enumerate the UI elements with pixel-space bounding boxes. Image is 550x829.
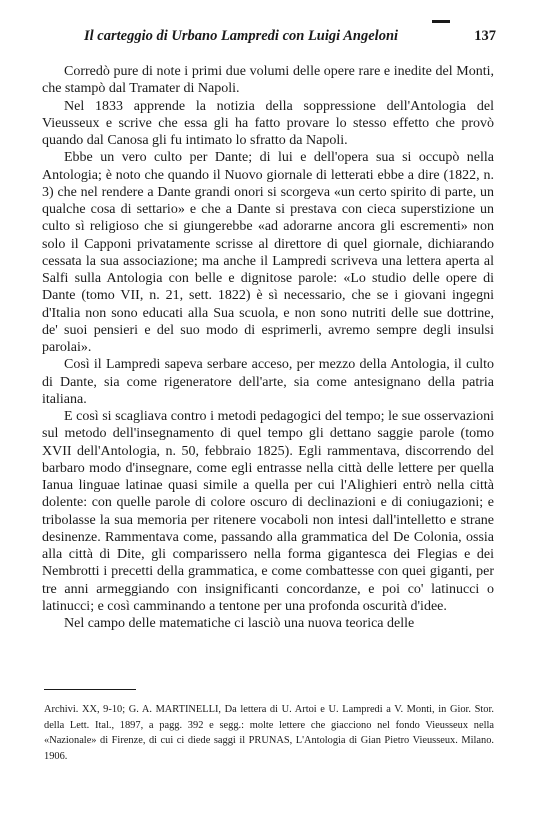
- footnote-rule: [44, 689, 136, 690]
- running-head-title: Il carteggio di Urbano Lampredi con Luigi Angeloni: [84, 28, 399, 44]
- footnote-text: Archivi. XX, 9-10; G. A. MARTINELLI, Da lettera di U. Artoi e U. Lampredi a V. Monti, in Gior. Stor. della Lett. Ital., 1897, a pagg. 392 e segg.: molte lettere che giacciono nel fondo Vieusseux nella «Nazionale» di Firenze, di cui ci diede saggi il PRUNAS, L'Antologia di Gian Pietro Vieusseux. Milano. 1906.: [44, 704, 494, 762]
- running-head: [84, 28, 496, 46]
- paragraph: Corredò pure di note i primi due volumi delle opere rare e inedite del Monti, che stampò dal Tramater di Napoli.: [42, 64, 494, 97]
- footnote: [44, 702, 494, 764]
- body-text: [42, 63, 494, 632]
- paragraph: Nel campo delle matematiche ci lasciò una nuova teorica delle: [64, 616, 415, 631]
- paragraph: Nel 1833 apprende la notizia della soppressione dell'Antologia del Vieusseux e scrive che essa gli ha fatto provare lo stesso effetto che provò quando dal Canosa gli fu intimato lo sfratto da Napoli.: [42, 98, 494, 148]
- paragraph: E così si scagliava contro i metodi pedagogici del tempo; le sue osservazioni sul metodo dell'insegnamento di quel tempo gli dettano saggie parole (tomo XVII dell'Antologia, n. 50, febbraio 1825). Egli rammentava, discorrendo del barbaro modo d'insegnare, come egli entrasse nella città delle lettere per quella Ianua linguae latinae quasi simile a quella per cui l'Alighieri entrò nella città dolente: con quelle parole di colore oscuro di declinazioni e di coniugazioni; e tribolasse la sua memoria per ritenere vocaboli non intesi dall'intelletto e strane desinenze. Rammentava come, passando alla grammatica del De Colonia, ossia alla città di Dite, gli comparissero nella forma gigantesca dei Flegias e dei Nembrotti i precetti della grammatica, e come combattesse con quei giganti, per tre anni armeggiando con insignificanti concordanze, e poi co' latinucci o latinucci; e così camminando a tentone per una profonda oscurità d'idee.: [42, 409, 494, 614]
- page-number: 137: [474, 28, 496, 44]
- paragraph: Così il Lampredi sapeva serbare acceso, per mezzo della Antologia, il culto di Dante, sia come rigeneratore dell'arte, sia come antesignano della patria italiana.: [42, 357, 494, 407]
- paragraph: Ebbe un vero culto per Dante; di lui e dell'opera sua si occupò nella Antologia; è noto che quando il Nuovo giornale di letterati ebbe a dire (1822, n. 3) che nel rendere a Dante grandi onori si scorgeva «un certo spirito di parte, un qualche cosa di settario» e che a Dante si prestava con cieca superstizione un culto sì religioso che si giungerebbe «ad adorarne ancora gli escrementi» non solo il Capponi privatamente scrisse al direttore di quel giornale, dichiarando cessata la sua associazione; ma anche il Lampredi scriveva una lettera aperta al Salfi sulla Antologia con belle e dignitose parole: «Lo studio delle opere di Dante (tomo VII, n. 21, sett. 1822) è sì necessario, che se i giovani ingegni d'Italia non sono educati alla Sua scuola, e non sono nutriti delle sue dottrine, de' suoi pensieri e del suo modo di esprimerli, avremo sempre degli insulsi parolai».: [42, 150, 494, 355]
